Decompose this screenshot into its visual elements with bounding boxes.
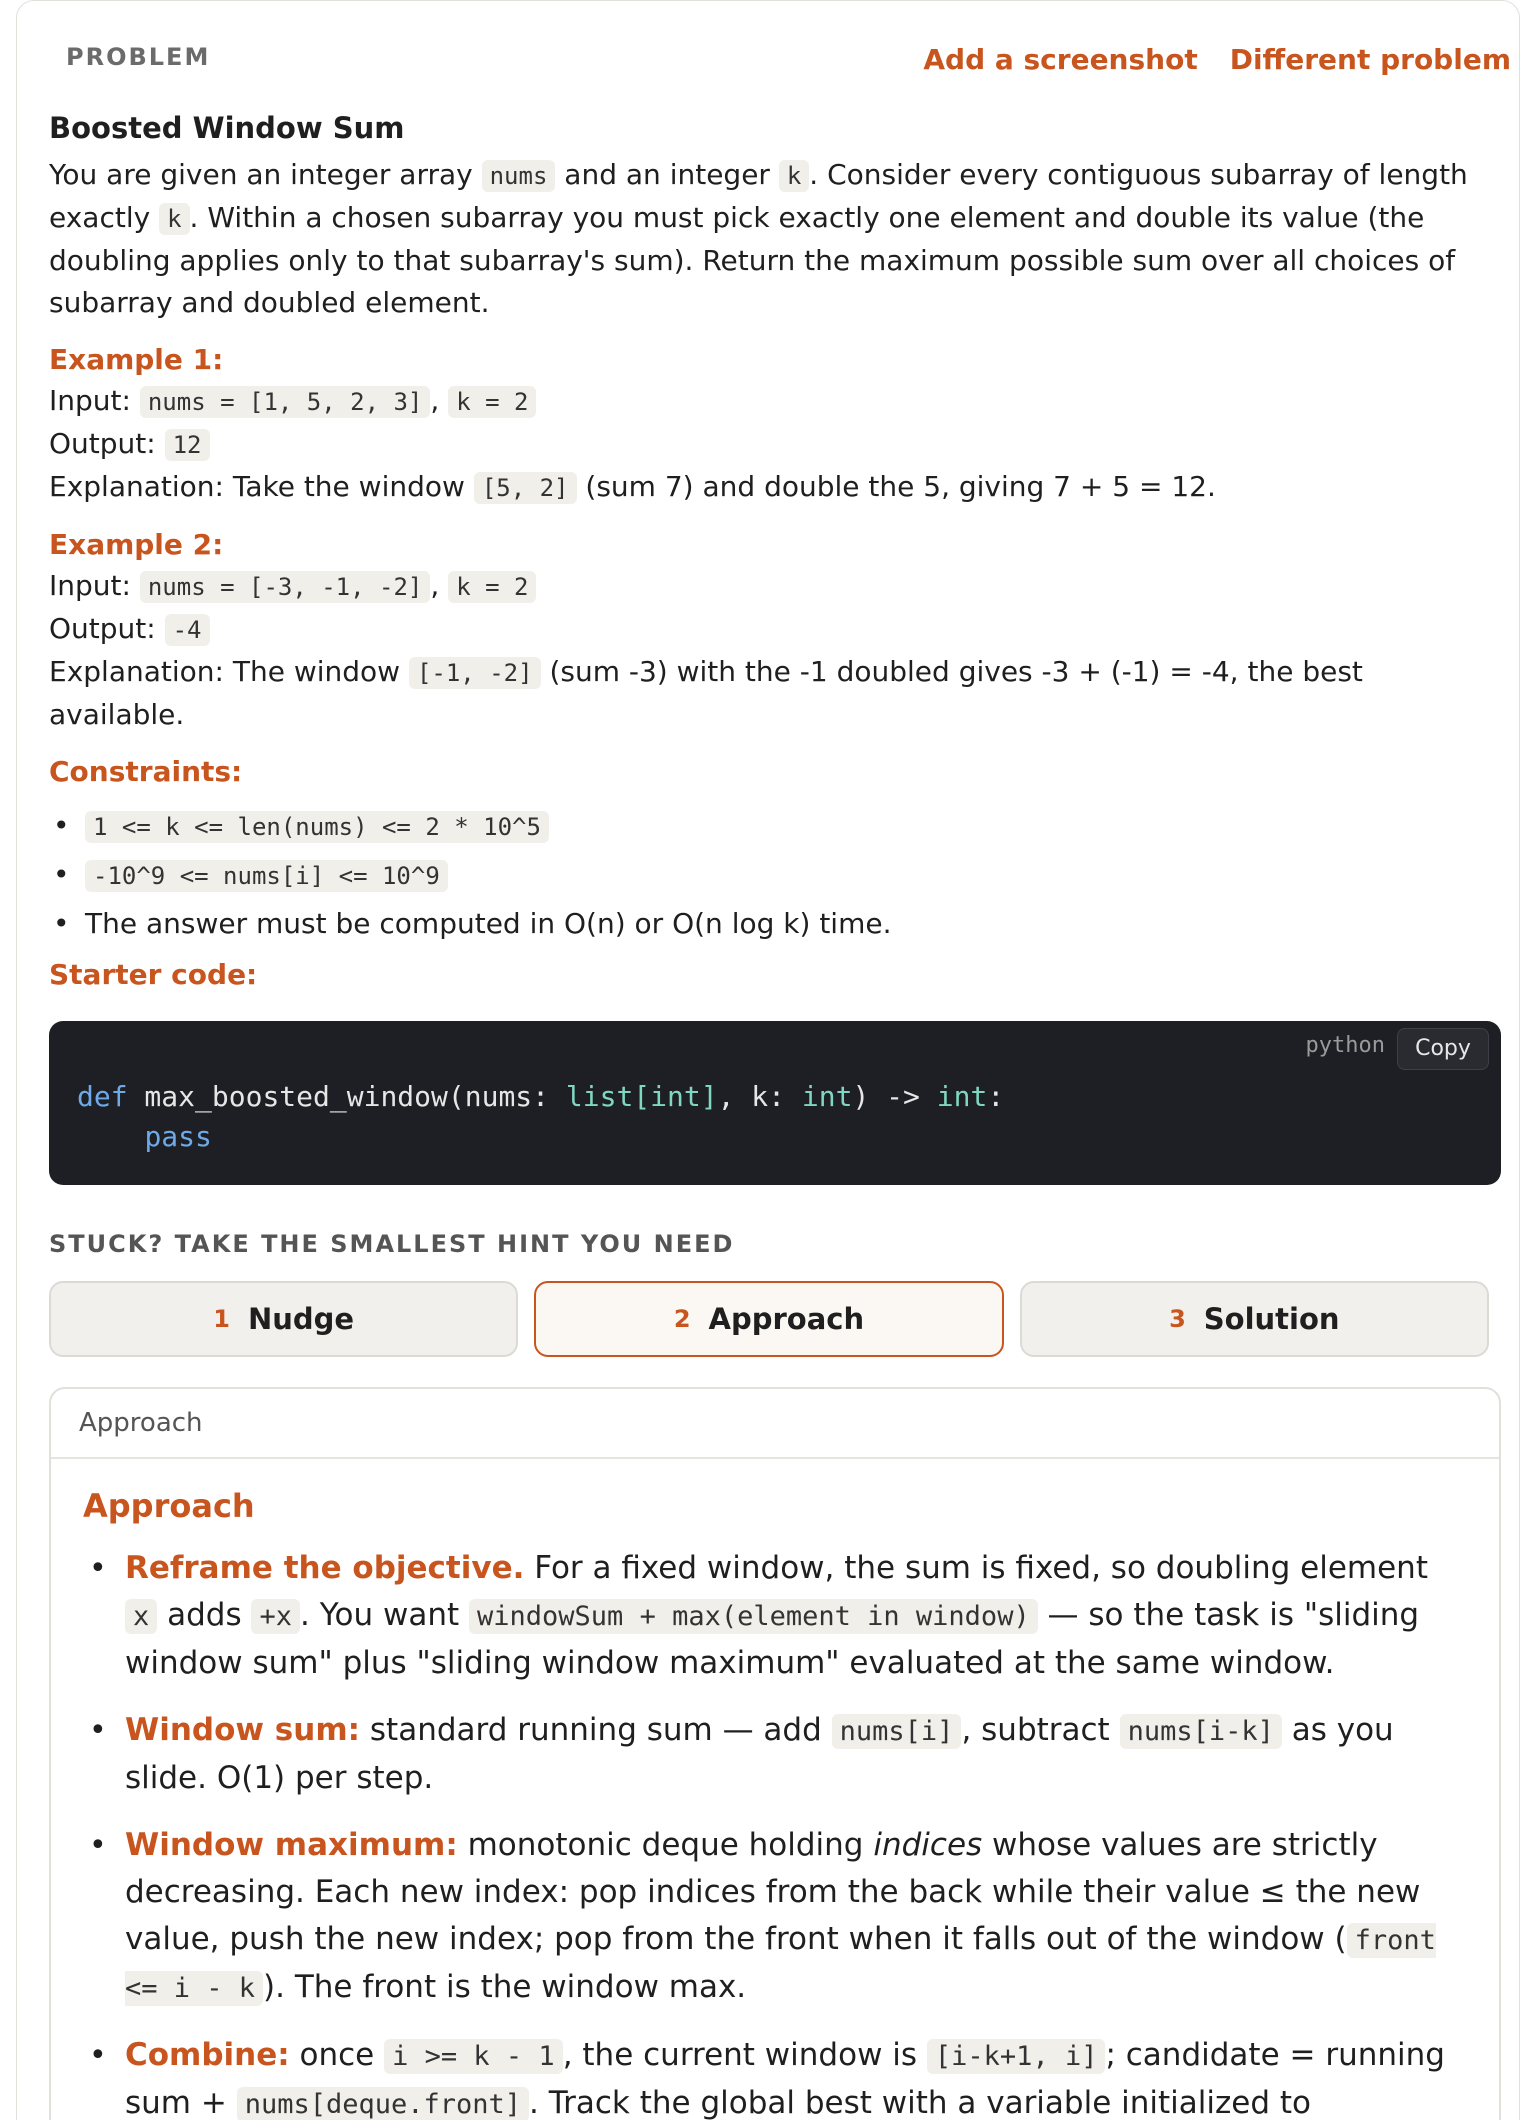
example-2-heading: Example 2: [49, 528, 224, 561]
hint-tab-approach[interactable] [534, 1281, 1003, 1357]
hint-tab-nudge[interactable] [49, 1281, 518, 1357]
problem-description: You are given an integer array nums and an integer k . Consider every contiguous subarray of length exactly k . Within a chosen subarray you must pick exactly one element and double its value (the doubling applies only to that subarray's sum). Return the maximum possible sum over all choices of subarray and doubled element. [49, 158, 1468, 319]
constraint-item: • The answer must be computed in O(n) or O(n log k) time. [49, 900, 1489, 947]
hint-label: Nudge [247, 1302, 355, 1336]
card-header [66, 43, 1511, 83]
problem-title: Boosted Window Sum [49, 111, 405, 145]
constraints-heading: Constraints: [49, 755, 243, 788]
approach-step: • Reframe the objective. For a fixed window, the sum is fixed, so doubling element x adds +x . You want windowSum + max(element in window) — so the task is "sliding window sum" plus "sliding window maximum" evaluated at the same window. [83, 1545, 1469, 1687]
copy-button[interactable]: Copy [1397, 1028, 1489, 1070]
hint-tabs [49, 1281, 1489, 1357]
example-2-output: Output: -4 [49, 608, 1489, 651]
example-1-heading: Example 1: [49, 343, 224, 376]
hint-panel [49, 1387, 1501, 2120]
example-2-explanation: Explanation: The window [-1, -2] (sum -3) with the -1 doubled gives -3 + (-1) = -4, the best available. [49, 655, 1363, 731]
hints-heading: STUCK? TAKE THE SMALLEST HINT YOU NEED [49, 1230, 735, 1258]
header-links [923, 43, 1511, 76]
different-problem-link[interactable]: Different problem [1229, 43, 1511, 76]
example-1-explanation: Explanation: Take the window [5, 2] (sum 7) and double the 5, giving 7 + 5 = 12. [49, 470, 1216, 503]
hint-number: 1 [213, 1305, 230, 1333]
add-screenshot-link[interactable]: Add a screenshot [923, 43, 1198, 76]
starter-code-heading: Starter code: [49, 958, 258, 991]
example-2-input: Input: nums = [-3, -1, -2] , k = 2 [49, 565, 1489, 608]
example-1-output: Output: 12 [49, 423, 1489, 466]
hint-number: 3 [1169, 1305, 1186, 1333]
starter-code-block [49, 1021, 1501, 1185]
hint-panel-header: Approach [51, 1389, 1499, 1459]
approach-steps [83, 1545, 1469, 2120]
hint-panel-title: Approach [83, 1487, 255, 1525]
constraints-list [49, 802, 1489, 947]
code-lines: def max_boosted_window(nums: list[int], k: int) -> int: pass [77, 1080, 1005, 1153]
hint-panel-body [51, 1459, 1499, 2120]
hint-number: 2 [673, 1305, 691, 1333]
constraint-item: • -10^9 <= nums[i] <= 10^9 [49, 851, 1489, 900]
approach-step: • Window maximum: monotonic deque holding indices whose values are strictly decreasing. Each new index: pop indices from the back while their value ≤ the new value, push the new index; pop from the front when it falls out of the window ( front <= i - k ). The front is the window max. [83, 1822, 1469, 2012]
problem-label: PROBLEM [66, 43, 211, 71]
example-1-input: Input: nums = [1, 5, 2, 3] , k = 2 [49, 380, 1489, 423]
code-language-label: python [1305, 1033, 1385, 1058]
hint-label: Approach [708, 1302, 865, 1336]
hint-label: Solution [1203, 1302, 1340, 1336]
problem-content [49, 100, 1489, 2120]
constraint-item: • 1 <= k <= len(nums) <= 2 * 10^5 [49, 802, 1489, 851]
approach-step: • Combine: once i >= k - 1 , the current window is [i-k+1, i] ; candidate = running sum + nums[deque.front] . Track the global best with a variable initialized to [83, 2032, 1469, 2120]
approach-step: • Window sum: standard running sum — add nums[i] , subtract nums[i-k] as you slide. O(1) per step. [83, 1707, 1469, 1802]
hint-tab-solution[interactable] [1020, 1281, 1489, 1357]
